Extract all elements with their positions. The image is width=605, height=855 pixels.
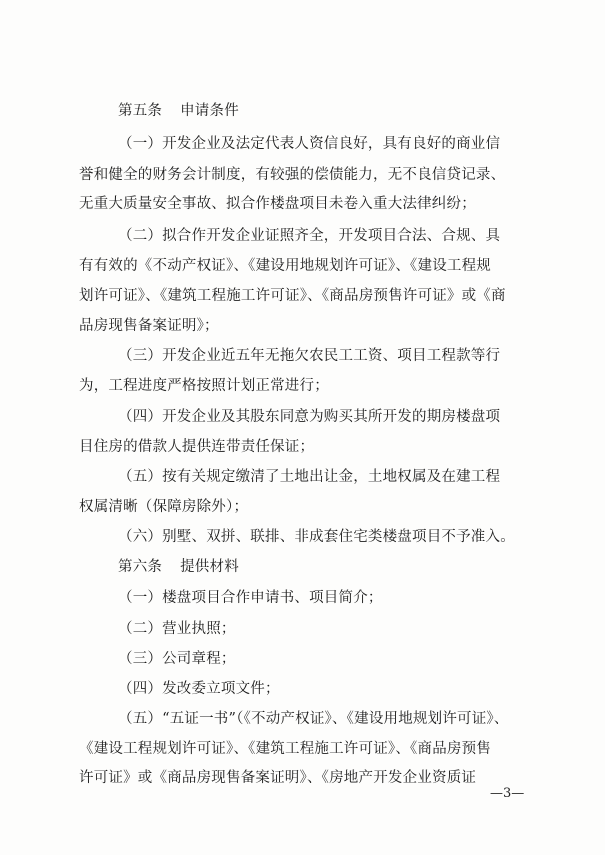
article-6-heading (118, 557, 578, 577)
article-5-line-7: 品房现售备案证明》； (79, 318, 219, 334)
article-5-line-11: 目住房的借款人提供连带责任保证； (79, 439, 315, 455)
article-6-line-5: （五）“五证一书”（《不动产权证》、《建设用地规划许可证》、 (118, 711, 509, 727)
article-5-line-5: 有有效的《不动产权证》、《建设用地规划许可证》、《建设工程规 (79, 258, 491, 274)
article-6-line-2: （二）营业执照； (118, 621, 236, 637)
article-5-number: 第五条 (118, 103, 163, 119)
article-6-title: 提供材料 (180, 559, 239, 575)
article-5-line-9: 为，工程进度严格按照计划正常进行； (79, 378, 329, 394)
article-5-heading (118, 101, 578, 121)
article-5-line-3: 无重大质量安全事故、拟合作楼盘项目未卷入重大法律纠纷； (79, 196, 476, 212)
article-5-line-12: （五）按有关规定缴清了土地出让金，土地权属及在建工程 (118, 469, 501, 485)
article-5-line-10: （四）开发企业及其股东同意为购买其所开发的期房楼盘项 (118, 409, 501, 425)
article-5-line-8: （三）开发企业近五年无拖欠农民工工资、项目工程款等行 (118, 348, 501, 364)
article-6-line-4: （四）发改委立项文件； (118, 681, 280, 697)
article-5-title: 申请条件 (180, 103, 239, 119)
article-6-number: 第六条 (118, 559, 163, 575)
article-6-line-1: （一）楼盘项目合作申请书、项目简介； (118, 590, 383, 606)
article-5-line-4: （二）拟合作开发企业证照齐全，开发项目合法、合规、具 (118, 228, 501, 244)
article-5-line-13: 权属清晰（保障房除外）； (79, 499, 249, 515)
article-6-line-7: 许可证》或《商品房现售备案证明》、《房地产开发企业资质证 (79, 770, 477, 786)
article-5-line-6: 划许可证》、《建筑工程施工许可证》、《商品房预售许可证》或《商 (79, 288, 506, 304)
article-5-line-14: （六）别墅、双拼、联排、非成套住宅类楼盘项目不予准入。 (118, 529, 515, 545)
article-5-line-2: 誉和健全的财务会计制度，有较强的偿债能力，无不良信贷记录、 (79, 167, 506, 183)
article-6-line-3: （三）公司章程； (118, 651, 236, 667)
page-number: —3— (490, 786, 525, 801)
article-6-line-6: 《建设工程规划许可证》、《建筑工程施工许可证》、《商品房预售 (79, 741, 491, 757)
article-5-line-1: （一）开发企业及法定代表人资信良好，具有良好的商业信 (118, 136, 501, 152)
